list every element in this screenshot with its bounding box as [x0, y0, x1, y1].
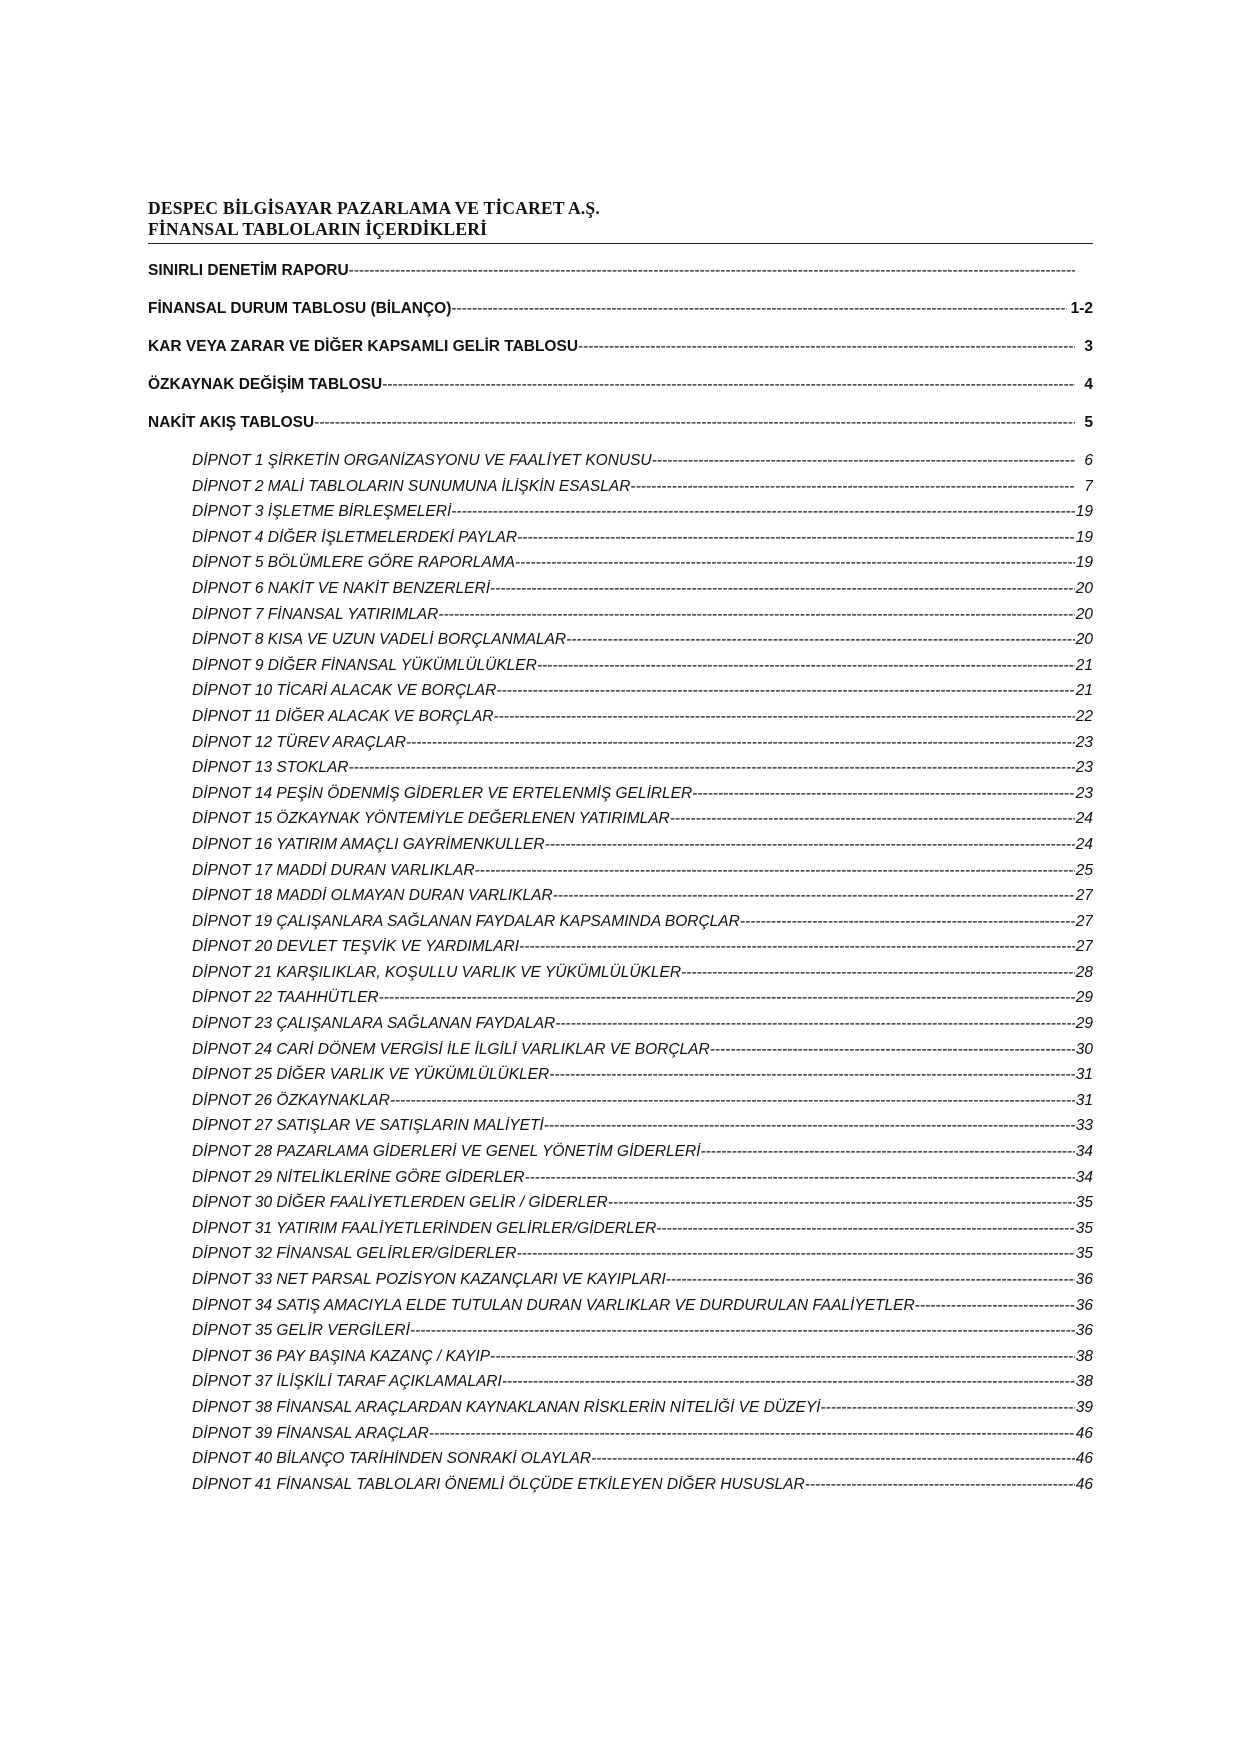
toc-note-label: DİPNOT 10 TİCARİ ALACAK VE BORÇLAR — [192, 682, 497, 700]
dot-leader — [438, 605, 1075, 625]
toc-note-entry[interactable] — [192, 1219, 1093, 1245]
toc-entry-income-statement[interactable] — [148, 337, 1093, 375]
toc-entry-label: FİNANSAL DURUM TABLOSU (BİLANÇO) — [148, 300, 452, 317]
toc-note-label: DİPNOT 40 BİLANÇO TARİHİNDEN SONRAKİ OLAYLAR — [192, 1450, 592, 1468]
toc-note-entry[interactable] — [192, 912, 1093, 938]
toc-note-entry[interactable] — [192, 1168, 1093, 1194]
toc-entry-page: 3 — [1084, 338, 1093, 355]
dot-leader — [517, 528, 1075, 548]
toc-note-label: DİPNOT 35 GELİR VERGİLERİ — [192, 1322, 410, 1340]
toc-note-page: 6 — [1084, 452, 1093, 469]
toc-note-label: DİPNOT 6 NAKİT VE NAKİT BENZERLERİ — [192, 579, 491, 597]
toc-note-label: DİPNOT 3 İŞLETME BİRLEŞMELERİ — [192, 503, 452, 521]
toc-note-label: DİPNOT 20 DEVLET TEŞVİK VE YARDIMLARI — [192, 938, 520, 956]
toc-note-entry[interactable] — [192, 1193, 1093, 1219]
toc-entry-page: 1-2 — [1070, 300, 1093, 317]
dot-leader — [545, 835, 1075, 855]
toc-note-label: DİPNOT 2 MALİ TABLOLARIN SUNUMUNA İLİŞKİN ESASLAR — [192, 477, 631, 495]
toc-note-page: 24 — [1075, 835, 1093, 853]
toc-note-label: DİPNOT 27 SATIŞLAR VE SATIŞLARIN MALİYETİ — [192, 1117, 544, 1135]
toc-note-entry[interactable] — [192, 707, 1093, 733]
toc-entry-page: 4 — [1084, 376, 1093, 393]
dot-leader — [549, 1065, 1075, 1085]
toc-note-entry[interactable] — [192, 784, 1093, 810]
toc-note-page: 39 — [1075, 1398, 1093, 1416]
dot-leader — [608, 1193, 1075, 1213]
dot-leader — [382, 375, 1075, 395]
toc-note-page: 20 — [1075, 579, 1093, 597]
toc-note-page: 46 — [1075, 1424, 1093, 1442]
toc-note-entry[interactable] — [192, 1065, 1093, 1091]
toc-note-page: 35 — [1075, 1219, 1093, 1237]
toc-note-page: 21 — [1075, 682, 1093, 700]
toc-note-page: 31 — [1075, 1091, 1093, 1109]
dot-leader — [390, 1091, 1075, 1111]
dot-leader — [349, 261, 1075, 281]
toc-note-label: DİPNOT 25 DİĞER VARLIK VE YÜKÜMLÜLÜKLER — [192, 1066, 550, 1084]
toc-note-label: DİPNOT 31 YATIRIM FAALİYETLERİNDEN GELİRLER/GİDERLER — [192, 1219, 657, 1237]
toc-note-label: DİPNOT 14 PEŞİN ÖDENMİŞ GİDERLER VE ERTELENMİŞ GELİRLER — [192, 784, 693, 802]
toc-note-label: DİPNOT 7 FİNANSAL YATIRIMLAR — [192, 605, 439, 623]
toc-note-page: 23 — [1075, 784, 1093, 802]
toc-note-label: DİPNOT 5 BÖLÜMLERE GÖRE RAPORLAMA — [192, 554, 515, 572]
dot-leader — [410, 1321, 1075, 1341]
toc-note-label: DİPNOT 17 MADDİ DURAN VARLIKLAR — [192, 861, 475, 879]
toc-note-entry[interactable] — [192, 1014, 1093, 1040]
toc-entry-equity-changes[interactable] — [148, 375, 1093, 413]
dot-leader — [451, 299, 1066, 319]
toc-note-page: 28 — [1075, 963, 1093, 981]
dot-leader — [544, 1116, 1075, 1136]
toc-note-page: 33 — [1075, 1117, 1093, 1135]
toc-note-label: DİPNOT 26 ÖZKAYNAKLAR — [192, 1091, 390, 1109]
toc-note-entry[interactable] — [192, 758, 1093, 784]
toc-note-label: DİPNOT 30 DİĞER FAALİYETLERDEN GELİR / GİDERLER — [192, 1194, 608, 1212]
dot-leader — [915, 1296, 1075, 1316]
toc-note-entry[interactable] — [192, 528, 1093, 554]
toc-note-label: DİPNOT 24 CARİ DÖNEM VERGİSİ İLE İLGİLİ VARLIKLAR VE BORÇLAR — [192, 1040, 710, 1058]
dot-leader — [710, 1040, 1075, 1060]
toc-note-entry[interactable] — [192, 1372, 1093, 1398]
toc-note-page: 25 — [1075, 861, 1093, 879]
dot-leader — [555, 1014, 1075, 1034]
toc-entry-balance-sheet[interactable] — [148, 299, 1093, 337]
toc-note-page: 46 — [1075, 1450, 1093, 1468]
toc-note-entry[interactable] — [192, 809, 1093, 835]
dot-leader — [666, 1270, 1075, 1290]
dot-leader — [805, 1475, 1075, 1495]
toc-note-entry[interactable] — [192, 451, 1093, 477]
toc-note-entry[interactable] — [192, 1244, 1093, 1270]
toc-note-page: 35 — [1075, 1194, 1093, 1212]
toc-note-entry[interactable] — [192, 681, 1093, 707]
dot-leader — [519, 937, 1075, 957]
toc-note-page: 27 — [1075, 912, 1093, 930]
page-title: FİNANSAL TABLOLARIN İÇERDİKLERİ — [148, 219, 488, 239]
toc-note-entry[interactable] — [192, 477, 1093, 503]
toc-note-entry[interactable] — [192, 656, 1093, 682]
toc-note-page: 34 — [1075, 1143, 1093, 1161]
toc-note-entry[interactable] — [192, 1296, 1093, 1322]
toc-note-entry[interactable] — [192, 1449, 1093, 1475]
dot-leader — [496, 681, 1075, 701]
toc-note-page: 23 — [1075, 759, 1093, 777]
toc-note-entry[interactable] — [192, 502, 1093, 528]
toc-note-entry[interactable] — [192, 937, 1093, 963]
toc-note-entry[interactable] — [192, 553, 1093, 579]
toc-note-page: 31 — [1075, 1066, 1093, 1084]
toc-note-label: DİPNOT 21 KARŞILIKLAR, KOŞULLU VARLIK VE YÜKÜMLÜLÜKLER — [192, 963, 682, 981]
toc-note-entry[interactable] — [192, 1398, 1093, 1424]
dot-leader — [553, 886, 1075, 906]
toc-note-page: 34 — [1075, 1168, 1093, 1186]
dot-leader — [652, 451, 1075, 471]
dot-leader — [524, 1168, 1075, 1188]
toc-note-entry[interactable] — [192, 1475, 1093, 1501]
dot-leader — [656, 1219, 1075, 1239]
dot-leader — [692, 784, 1075, 804]
dot-leader — [493, 707, 1075, 727]
toc-note-page: 29 — [1075, 1015, 1093, 1033]
dot-leader — [630, 477, 1075, 497]
dot-leader — [578, 337, 1075, 357]
toc-note-page: 7 — [1084, 477, 1093, 495]
dot-leader — [490, 579, 1075, 599]
dot-leader — [821, 1398, 1076, 1418]
toc-note-label: DİPNOT 1 ŞİRKETİN ORGANİZASYONU VE FAALİYET KONUSU — [192, 452, 652, 469]
dot-leader — [490, 1347, 1075, 1367]
toc-note-page: 19 — [1075, 554, 1093, 572]
toc-note-entry[interactable] — [192, 1142, 1093, 1168]
toc-note-page: 19 — [1075, 528, 1093, 546]
dot-leader — [314, 413, 1075, 433]
toc-note-entry[interactable] — [192, 861, 1093, 887]
toc-note-entry[interactable] — [192, 1321, 1093, 1347]
dot-leader — [406, 733, 1075, 753]
dot-leader — [591, 1449, 1075, 1469]
dot-leader — [566, 630, 1075, 650]
dot-leader — [516, 1244, 1075, 1264]
toc-note-label: DİPNOT 13 STOKLAR — [192, 759, 349, 777]
toc-note-page: 27 — [1075, 887, 1093, 905]
toc-note-label: DİPNOT 18 MADDİ OLMAYAN DURAN VARLIKLAR — [192, 887, 553, 905]
toc-note-entry[interactable] — [192, 886, 1093, 912]
toc-note-label: DİPNOT 39 FİNANSAL ARAÇLAR — [192, 1424, 429, 1442]
toc-note-page: 24 — [1075, 810, 1093, 828]
toc-note-label: DİPNOT 4 DİĞER İŞLETMELERDEKİ PAYLAR — [192, 528, 518, 546]
toc-note-page: 35 — [1075, 1245, 1093, 1263]
toc-note-page: 36 — [1075, 1296, 1093, 1314]
toc-note-entry[interactable] — [192, 1091, 1093, 1117]
toc-note-entry[interactable] — [192, 1040, 1093, 1066]
dot-leader — [700, 1142, 1075, 1162]
toc-note-page: 22 — [1075, 707, 1093, 725]
toc-note-entry[interactable] — [192, 963, 1093, 989]
toc-note-entry[interactable] — [192, 1347, 1093, 1373]
toc-note-entry[interactable] — [192, 605, 1093, 631]
toc-note-label: DİPNOT 33 NET PARSAL POZİSYON KAZANÇLARI VE KAYIPLARI — [192, 1271, 666, 1288]
toc-note-label: DİPNOT 34 SATIŞ AMACIYLA ELDE TUTULAN DURAN VARLIKLAR VE DURDURULAN FAALİYETLER — [192, 1296, 915, 1314]
toc-note-label: DİPNOT 29 NİTELİKLERİNE GÖRE GİDERLER — [192, 1168, 525, 1186]
toc-entry-label: NAKİT AKIŞ TABLOSU — [148, 414, 315, 431]
toc-note-page: 23 — [1075, 733, 1093, 751]
toc-note-page: 36 — [1075, 1322, 1093, 1340]
dot-leader — [740, 912, 1075, 932]
dot-leader — [379, 988, 1075, 1008]
toc-note-entry[interactable] — [192, 988, 1093, 1014]
toc-note-label: DİPNOT 38 FİNANSAL ARAÇLARDAN KAYNAKLANAN RİSKLERİN NİTELİĞİ VE DÜZEYİ — [192, 1398, 821, 1416]
toc-note-label: DİPNOT 32 FİNANSAL GELİRLER/GİDERLER — [192, 1245, 517, 1263]
toc-note-entry[interactable] — [192, 1270, 1093, 1296]
toc-note-page: 20 — [1075, 605, 1093, 623]
toc-note-entry[interactable] — [192, 835, 1093, 861]
toc-note-page: 36 — [1075, 1271, 1093, 1288]
toc-note-label: DİPNOT 36 PAY BAŞINA KAZANÇ / KAYIP — [192, 1347, 491, 1365]
dot-leader — [502, 1372, 1075, 1392]
dot-leader — [681, 963, 1075, 983]
dot-leader — [429, 1424, 1075, 1444]
toc-note-entry[interactable] — [192, 1116, 1093, 1142]
toc-note-label: DİPNOT 19 ÇALIŞANLARA SAĞLANAN FAYDALAR KAPSAMINDA BORÇLAR — [192, 912, 740, 930]
dot-leader — [515, 553, 1075, 573]
toc-note-page: 21 — [1075, 656, 1093, 674]
toc-note-page: 38 — [1075, 1373, 1093, 1391]
company-name: DESPEC BİLGİSAYAR PAZARLAMA VE TİCARET A.Ş. — [148, 198, 600, 218]
toc-entry-page: 5 — [1084, 414, 1093, 431]
dot-leader — [451, 502, 1075, 522]
toc-note-label: DİPNOT 41 FİNANSAL TABLOLARI ÖNEMLİ ÖLÇÜDE ETKİLEYEN DİĞER HUSUSLAR — [192, 1475, 805, 1493]
toc-note-label: DİPNOT 23 ÇALIŞANLARA SAĞLANAN FAYDALAR — [192, 1015, 556, 1033]
dot-leader — [348, 758, 1075, 778]
toc-main-sections — [148, 261, 1093, 451]
dot-leader — [537, 656, 1075, 676]
toc-note-page: 19 — [1075, 503, 1093, 521]
toc-note-page: 30 — [1075, 1040, 1093, 1058]
toc-note-label: DİPNOT 37 İLİŞKİLİ TARAF AÇIKLAMALARI — [192, 1373, 502, 1391]
toc-note-page: 29 — [1075, 989, 1093, 1007]
toc-note-label: DİPNOT 22 TAAHHÜTLER — [192, 989, 379, 1007]
toc-note-entry[interactable] — [192, 1424, 1093, 1450]
toc-note-page: 27 — [1075, 938, 1093, 956]
toc-note-page: 46 — [1075, 1475, 1093, 1493]
dot-leader — [475, 861, 1075, 881]
toc-note-label: DİPNOT 28 PAZARLAMA GİDERLERİ VE GENEL YÖNETİM GİDERLERİ — [192, 1143, 701, 1161]
toc-note-entry[interactable] — [192, 733, 1093, 759]
toc-note-entry[interactable] — [192, 630, 1093, 656]
toc-note-label: DİPNOT 9 DİĞER FİNANSAL YÜKÜMLÜLÜKLER — [192, 656, 537, 674]
toc-note-label: DİPNOT 8 KISA VE UZUN VADELİ BORÇLANMALAR — [192, 631, 567, 649]
toc-entry-label: KAR VEYA ZARAR VE DİĞER KAPSAMLI GELİR TABLOSU — [148, 338, 579, 355]
dot-leader — [670, 809, 1075, 829]
toc-note-entry[interactable] — [192, 579, 1093, 605]
toc-entry-cash-flow[interactable] — [148, 413, 1093, 451]
toc-entry-label: SINIRLI DENETİM RAPORU — [148, 262, 349, 279]
toc-note-label: DİPNOT 16 YATIRIM AMAÇLI GAYRİMENKULLER — [192, 835, 545, 853]
toc-note-page: 20 — [1075, 631, 1093, 649]
toc-note-page: 38 — [1075, 1347, 1093, 1365]
toc-note-label: DİPNOT 15 ÖZKAYNAK YÖNTEMİYLE DEĞERLENEN YATIRIMLAR — [192, 810, 670, 828]
toc-entry-limited-review-report[interactable] — [148, 261, 1093, 299]
toc-note-label: DİPNOT 11 DİĞER ALACAK VE BORÇLAR — [192, 707, 494, 725]
toc-entry-label: ÖZKAYNAK DEĞİŞİM TABLOSU — [148, 376, 383, 393]
document-header — [148, 198, 1093, 244]
toc-note-label: DİPNOT 12 TÜREV ARAÇLAR — [192, 733, 406, 751]
toc-notes-list — [192, 451, 1093, 1500]
